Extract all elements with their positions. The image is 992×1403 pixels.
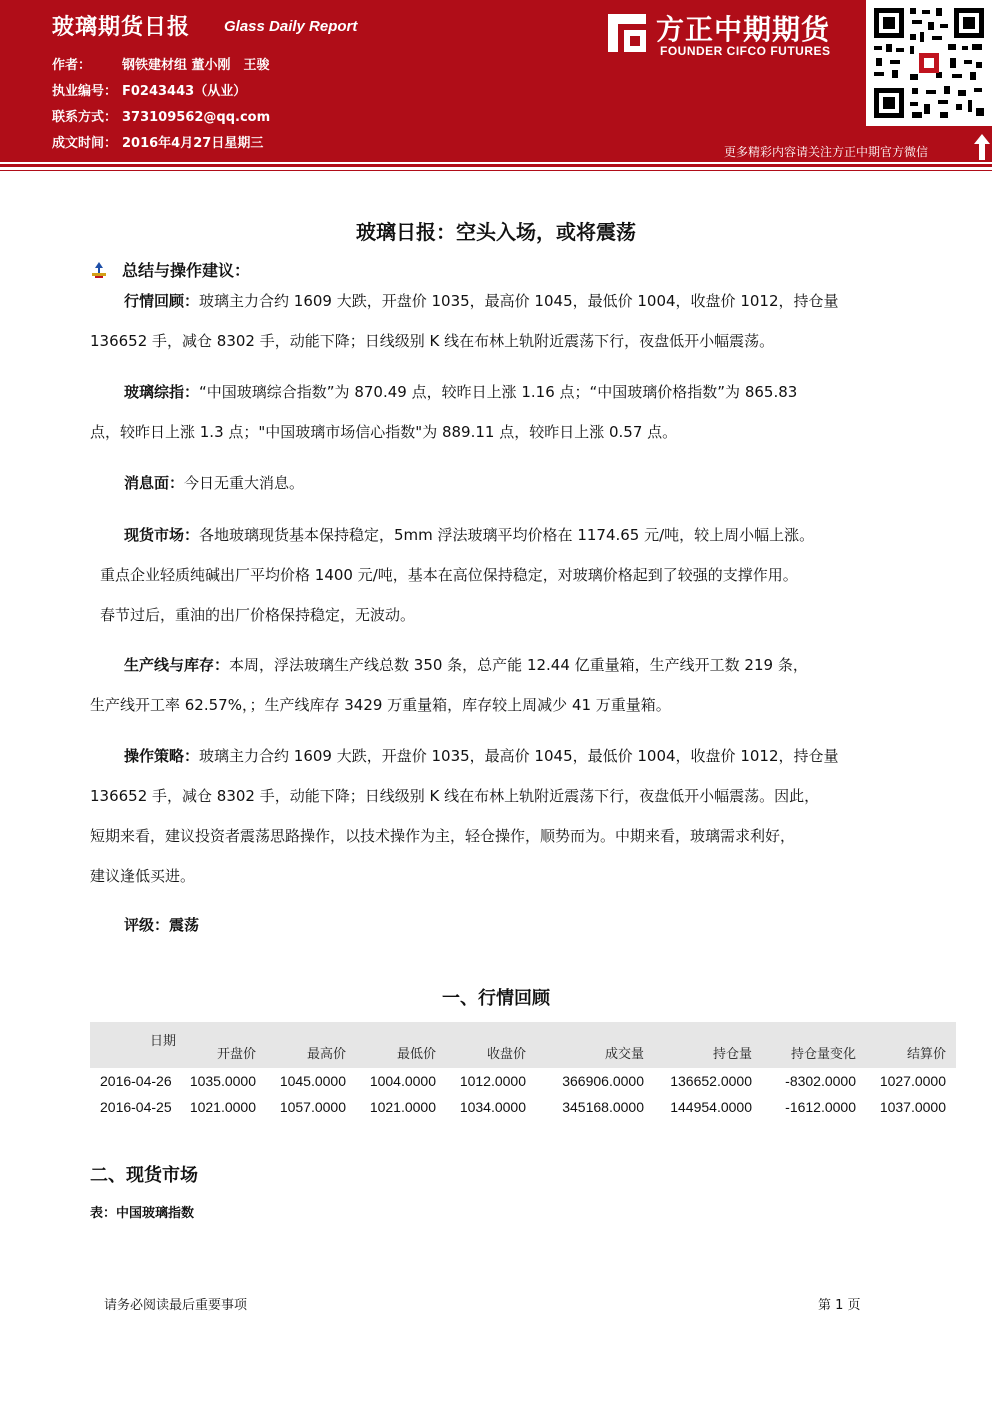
- strategy-line-4: 建议逢低买进。: [90, 867, 196, 885]
- meta-contact-value: 373109562@qq.com: [122, 110, 271, 125]
- report-title-en: Glass Daily Report: [224, 18, 358, 35]
- strategy-line-3: 短期来看，建议投资者震荡思路操作，以技术操作为主，轻仓操作，顺势而为。中期来看，玻璃需求利好，: [90, 827, 796, 845]
- arrow-up-icon: [974, 134, 990, 160]
- table-row: [90, 1068, 956, 1094]
- table-cell: 1021.0000: [189, 1099, 256, 1115]
- news-line-1: 今日无重大消息。: [184, 474, 305, 492]
- table-header-cell: 开盘价: [186, 1022, 266, 1068]
- review-line-2: 136652 手，减仓 8302 手，动能下降；日线级别 K 线在布林上轨附近震荡下行，夜盘低开小幅震荡。: [90, 332, 775, 350]
- section-2-title: 二、现货市场: [90, 1165, 198, 1186]
- table-header-cell: 最高价: [266, 1022, 356, 1068]
- table-cell: 1034.0000: [459, 1099, 526, 1115]
- table-cell: 1035.0000: [189, 1073, 256, 1089]
- logo-text-cn: 方正中期期货: [656, 13, 831, 46]
- table-cell: 144954.0000: [670, 1099, 752, 1115]
- table-cell: 366906.0000: [562, 1073, 644, 1089]
- para-review: [90, 281, 910, 361]
- header-divider: [0, 164, 992, 167]
- news-label: 消息面：: [124, 474, 185, 492]
- table-header-cell: 收盘价: [446, 1022, 536, 1068]
- meta-author-value: 钢铁建材组 董小刚 王骏: [122, 58, 270, 73]
- table-cell: 136652.0000: [670, 1073, 752, 1089]
- wechat-qr-code-icon: [866, 0, 992, 126]
- table-cell: 1004.0000: [369, 1073, 436, 1089]
- production-line-1: 本周，浮法玻璃生产线总数 350 条，总产能 12.44 亿重量箱，生产线开工数 219 条，: [229, 656, 808, 674]
- table-row: [90, 1094, 956, 1120]
- review-label: 行情回顾：: [124, 292, 200, 310]
- table-header-cell: 结算价: [866, 1022, 956, 1068]
- report-title-cn: 玻璃期货日报: [52, 15, 191, 40]
- table-cell: 345168.0000: [562, 1099, 644, 1115]
- table-header-cell: 最低价: [356, 1022, 446, 1068]
- meta-contact: [52, 106, 270, 125]
- rating-value: 震荡: [169, 916, 200, 934]
- strategy-line-1: 玻璃主力合约 1609 大跌，开盘价 1035，最高价 1045，最低价 1004，收盘价 1012，持仓量: [199, 747, 839, 765]
- table-cell: 1037.0000: [879, 1099, 946, 1115]
- para-production: [90, 645, 910, 725]
- table-cell: 1027.0000: [879, 1073, 946, 1089]
- para-spot: [90, 515, 910, 635]
- index-line-1: “中国玻璃综合指数”为 870.49 点，较昨日上涨 1.16 点；“中国玻璃价格指数”为 865.83: [199, 383, 798, 401]
- table-cell: -1612.0000: [785, 1099, 856, 1115]
- production-line-2: 生产线开工率 62.57%，；生产线库存 3429 万重量箱，库存较上周减少 41 万重量箱。: [90, 696, 671, 714]
- table-cell-date: 2016-04-25: [100, 1099, 172, 1115]
- table-caption: 表：中国玻璃指数: [90, 1206, 195, 1221]
- table-cell: 1045.0000: [279, 1073, 346, 1089]
- meta-date-value: 2016年4月27日星期三: [122, 136, 264, 151]
- meta-license-label: 执业编号：: [52, 84, 118, 99]
- market-table: [90, 1022, 956, 1120]
- meta-contact-label: 联系方式：: [52, 110, 118, 125]
- follow-wechat-text: 更多精彩内容请关注方正中期官方微信: [724, 145, 929, 159]
- strategy-label: 操作策略：: [124, 747, 200, 765]
- index-label: 玻璃综指：: [124, 383, 200, 401]
- table-header-cell: 持仓量变化: [762, 1022, 866, 1068]
- section-1-title: 一、行情回顾: [442, 988, 550, 1009]
- meta-license-value: F0243443（从业）: [122, 84, 247, 99]
- review-line-1: 玻璃主力合约 1609 大跌，开盘价 1035，最高价 1045，最低价 1004，收盘价 1012，持仓量: [199, 292, 839, 310]
- table-header-cell: 持仓量: [654, 1022, 762, 1068]
- logo-text-en: FOUNDER CIFCO FUTURES: [660, 44, 831, 58]
- production-label: 生产线与库存：: [124, 656, 230, 674]
- para-index: [90, 372, 910, 452]
- table-cell: 1012.0000: [459, 1073, 526, 1089]
- table-cell: 1021.0000: [369, 1099, 436, 1115]
- summary-heading-text: 总结与操作建议：: [122, 261, 251, 280]
- para-rating: [90, 905, 910, 945]
- header-divider-thin: [0, 170, 992, 171]
- bullet-icon: [90, 261, 108, 279]
- rating-label: 评级：: [124, 916, 170, 934]
- meta-author-label: 作者：: [52, 58, 92, 73]
- para-news: [90, 463, 910, 503]
- document-title: 玻璃日报：空头入场，或将震荡: [356, 220, 636, 244]
- spot-line-1: 各地玻璃现货基本保持稳定，5mm 浮法玻璃平均价格在 1174.65 元/吨，较上周小幅上涨。: [199, 526, 815, 544]
- index-line-2: 点，较昨日上涨 1.3 点；"中国玻璃市场信心指数"为 889.11 点，较昨日上涨 0.57 点。: [90, 423, 678, 441]
- table-cell: 1057.0000: [279, 1099, 346, 1115]
- summary-heading: [90, 258, 250, 281]
- table-header-row: [90, 1022, 956, 1068]
- spot-label: 现货市场：: [124, 526, 200, 544]
- meta-date: [52, 132, 263, 151]
- spot-line-3: 春节过后，重油的出厂价格保持稳定，无波动。: [100, 606, 416, 624]
- founder-logo-icon: [604, 10, 650, 56]
- meta-date-label: 成文时间：: [52, 136, 118, 151]
- footer-notice: 请务必阅读最后重要事项: [104, 1298, 248, 1313]
- para-strategy: [90, 736, 910, 896]
- table-header-cell: 成交量: [536, 1022, 654, 1068]
- meta-license: [52, 80, 246, 99]
- table-cell: -8302.0000: [785, 1073, 856, 1089]
- spot-line-2: 重点企业轻质纯碱出厂平均价格 1400 元/吨，基本在高位保持稳定，对玻璃价格起到了较强的支撑作用。: [100, 566, 798, 584]
- table-cell-date: 2016-04-26: [100, 1073, 172, 1089]
- page-number: 第 1 页: [818, 1298, 861, 1313]
- report-header: [0, 0, 992, 162]
- meta-author: [52, 54, 270, 73]
- company-logo: [604, 6, 864, 62]
- strategy-line-2: 136652 手，减仓 8302 手，动能下降；日线级别 K 线在布林上轨附近震荡下行，夜盘低开小幅震荡。因此，: [90, 787, 820, 805]
- table-header-cell: 日期: [90, 1022, 186, 1068]
